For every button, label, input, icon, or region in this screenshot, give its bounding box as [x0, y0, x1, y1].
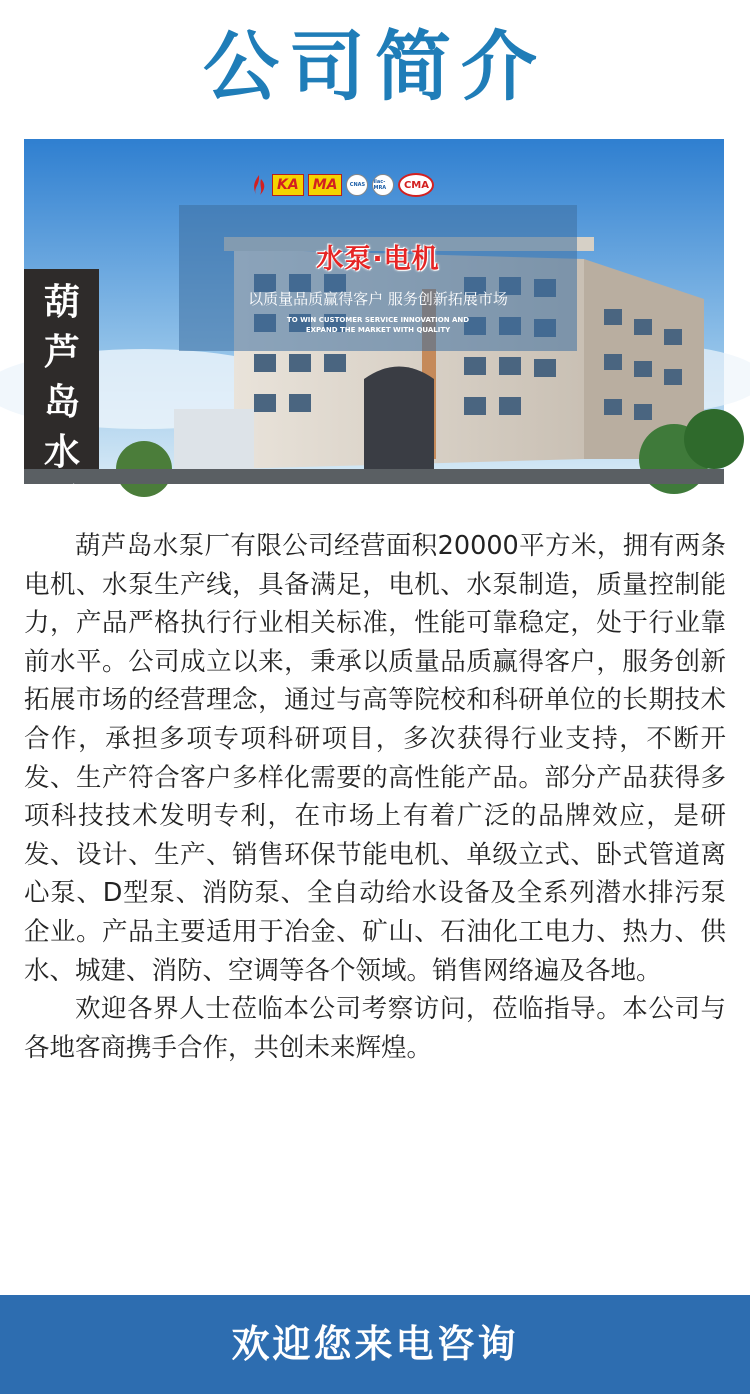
company-description	[24, 527, 726, 1067]
certification-logos	[250, 172, 434, 198]
stone-sign-char: 泵	[43, 481, 80, 523]
description-paragraph: 欢迎各界人士莅临本公司考察访问，莅临指导。本公司与各地客商携手合作，共创未来辉煌。	[24, 994, 726, 1063]
stone-sign-char: 芦	[43, 331, 80, 373]
stone-sign-char: 岛	[43, 381, 80, 423]
banner-slogan-english-line1: TO WIN CUSTOMER SERVICE INNOVATION AND	[286, 316, 470, 324]
ka-logo: KA	[272, 174, 304, 196]
contact-cta-banner[interactable]: 欢迎您来电咨询	[0, 1295, 750, 1394]
stone-sign-char: 葫	[43, 281, 80, 323]
stone-sign-char: 水	[43, 431, 80, 473]
cnas-logo: CNAS	[346, 174, 368, 196]
company-banner-image	[24, 139, 724, 523]
banner-slogan-english-line2: EXPAND THE MARKET WITH QUALITY	[305, 326, 451, 334]
banner-slogan: 以质量品质赢得客户 服务创新拓展市场	[248, 290, 508, 308]
ilac-mra-logo: ilac-MRA	[372, 174, 394, 196]
banner-overlay	[179, 205, 577, 351]
flame-logo-icon	[250, 174, 268, 196]
description-paragraph: 葫芦岛水泵厂有限公司经营面积20000平方米，拥有两条电机、水泵生产线，具备满足，电机、水泵制造，质量控制能力，产品严格执行行业相关标准，性能可靠稳定，处于行业靠前水平。公司成立以来，秉承以质量品质赢得客户，服务创新拓展市场的经营理念，通过与高等院校和科研单位的长期技术合作，承担多项专项科研项目，多次获得行业支持，不断开发、生产符合客户多样化需要的高性能产品。部分产品获得多项科技技术发明专利，在市场上有着广泛的品牌效应，是研发、设计、生产、销售环保节能电机、单级立式、卧式管道离心泵、D型泵、消防泵、全自动给水设备及全系列潜水排污泵企业。产品主要适用于冶金、矿山、石油化工电力、热力、供水、城建、消防、空调等各个领域。销售网络遍及各地。	[24, 531, 726, 986]
banner-slogan-english	[179, 315, 577, 335]
cma-logo: CMA	[398, 173, 434, 197]
banner-overlay-title: 水泵·电机	[316, 244, 440, 275]
ma-logo: MA	[308, 174, 343, 196]
stone-sign-text	[38, 277, 86, 527]
page-title: 公司简介	[203, 22, 547, 111]
